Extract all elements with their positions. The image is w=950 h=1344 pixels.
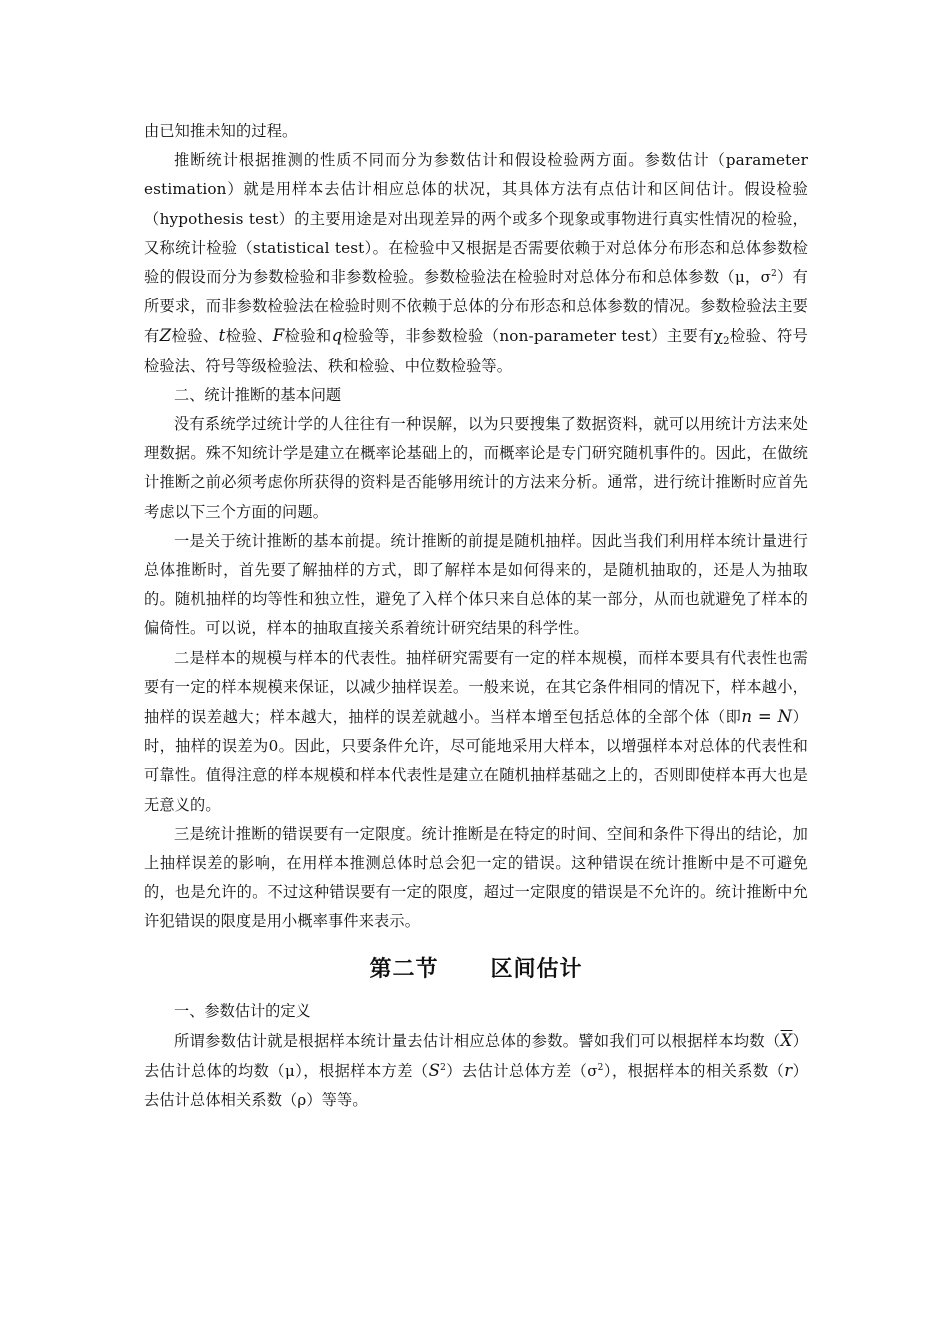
symbol-rho: ρ <box>297 1091 307 1110</box>
symbol-mu: μ <box>284 1062 295 1081</box>
text-run: 检验、 <box>225 327 273 346</box>
subheading-basic-problems: 二、统计推断的基本问题 <box>174 385 342 404</box>
text-run: ），根据样本方差（ <box>294 1062 429 1081</box>
paragraph-error-limit: 三是统计推断的错误要有一定限度。统计推断是在特定的时间、空间和条件下得出的结论，加上抽样误差的影响，在用样本推测总体时总会犯一定的错误。这种错误在统计推断中是不可避免的，也是允许的。不过这种错误要有一定的限度，超过一定限度的错误是不允许的。统计推断中允许犯错误的限度是用小概率事件来表示。 <box>144 824 808 931</box>
superscript-2: 2 <box>771 269 777 280</box>
paragraph-parameter-estimation <box>144 1026 808 1116</box>
paragraph-misconception: 没有系统学过统计学的人往往有一种误解，以为只要搜集了数据资料，就可以用统计方法来处理数据。殊不知统计学是建立在概率论基础上的，而概率论是专门研究随机事件的。因此，在做统计推断之前必须考虑你所获得的资料是否能够用统计的方法来分析。通常，进行统计推断时应首先考虑以下三个方面的问题。 <box>144 415 808 521</box>
subscript-2: 2 <box>723 336 730 348</box>
text-run: ）去估计总体的均数（ <box>144 1031 808 1081</box>
symbol-t: t <box>218 326 226 346</box>
symbol-S: S <box>428 1061 441 1081</box>
symbol-X-bar: $\overline{X}$ <box>780 1030 793 1050</box>
symbol-q: q <box>331 326 343 346</box>
paragraph-intro-end: 由已知推未知的过程。 <box>144 122 298 140</box>
document-page <box>144 117 808 1116</box>
text-run: ）去估计总体方差（ <box>445 1062 588 1081</box>
text-run: 检验、 <box>171 327 219 346</box>
subheading-parameter-estimation: 一、参数估计的定义 <box>174 1001 311 1020</box>
text-run: ， <box>744 268 761 287</box>
text-run: ）有所要求，而非参数检验法在检验时则不依赖于总体的分布形态和总体参数的情况。参数检验法主要有 <box>144 268 808 346</box>
text-run: 检验和 <box>284 327 332 346</box>
text-run: ）去估计总体相关系数（ <box>144 1062 808 1110</box>
superscript-2: 2 <box>597 1063 604 1074</box>
formula-n-equals-N: n = N <box>741 707 793 727</box>
paragraph-inferential-statistics <box>144 146 808 381</box>
text-run: 二是样本的规模与样本的代表性。抽样研究需要有一定的样本规模，而样本要具有代表性也需要有一定的样本规模来保证，以减少抽样误差。一般来说，在其它条件相同的情况下，样本越小，抽样的误差越大；样本越大，抽样的误差就越小。当样本增至包括总体的全部个体（即 <box>144 648 808 727</box>
text-run: ），根据样本的相关系数（ <box>603 1062 785 1081</box>
text-run: ）等等。 <box>306 1091 368 1110</box>
text-run: 所谓参数估计就是根据样本统计量去估计相应总体的参数。譬如我们可以根据样本均数（ <box>174 1031 781 1050</box>
text-run: ）时，抽样的误差为0。因此，只要条件允许，尽可能地采用大样本，以增强样本对总体的代表性和可靠性。值得注意的样本规模和样本代表性是建立在随机抽样基础之上的，否则即使样本再大也是无意义的。 <box>144 708 809 814</box>
symbol-F: F <box>272 326 285 346</box>
symbol-chi: χ <box>713 327 724 346</box>
text-run: 检验等，非参数检验（non-parameter test）主要有 <box>342 327 714 346</box>
symbol-mu: μ <box>734 268 745 287</box>
symbol-sigma: σ <box>587 1062 598 1081</box>
text-run: 推断统计根据推测的性质不同而分为参数估计和假设检验两方面。参数估计（parameter estimation）就是用样本去估计相应总体的状况，其具体方法有点估计和区间估计。假设检验（hypothesis test）的主要用途是对出现差异的两个或多个现象或事物进行真实性情况的检验，又称统计检验（statistical test）。在检验中又根据是否需要依赖于对总体分布形态和总体参数检验的假设而分为参数检验和非参数检验。参数检验法在检验时对总体分布和总体参数（ <box>144 151 808 287</box>
symbol-r: r <box>784 1061 793 1081</box>
paragraph-sample-size <box>144 644 808 820</box>
paragraph-premise: 一是关于统计推断的基本前提。统计推断的前提是随机抽样。因此当我们利用样本统计量进行总体推断时，首先要了解抽样的方式，即了解样本是如何得来的，是随机抽取的，还是人为抽取的。随机抽样的均等性和独立性，避免了入样个体只来自总体的某一部分，从而也就避免了样本的偏倚性。可以说，样本的抽取直接关系着统计研究结果的科学性。 <box>144 531 808 638</box>
text-run: 检验、符号检验法、符号等级检验法、秩和检验、中位数检验等。 <box>144 327 808 375</box>
symbol-sigma: σ <box>760 268 771 287</box>
superscript-2: 2 <box>440 1063 446 1074</box>
symbol-Z: Z <box>159 326 172 346</box>
chapter-section-title: 第二节 区间估计 <box>369 955 583 982</box>
